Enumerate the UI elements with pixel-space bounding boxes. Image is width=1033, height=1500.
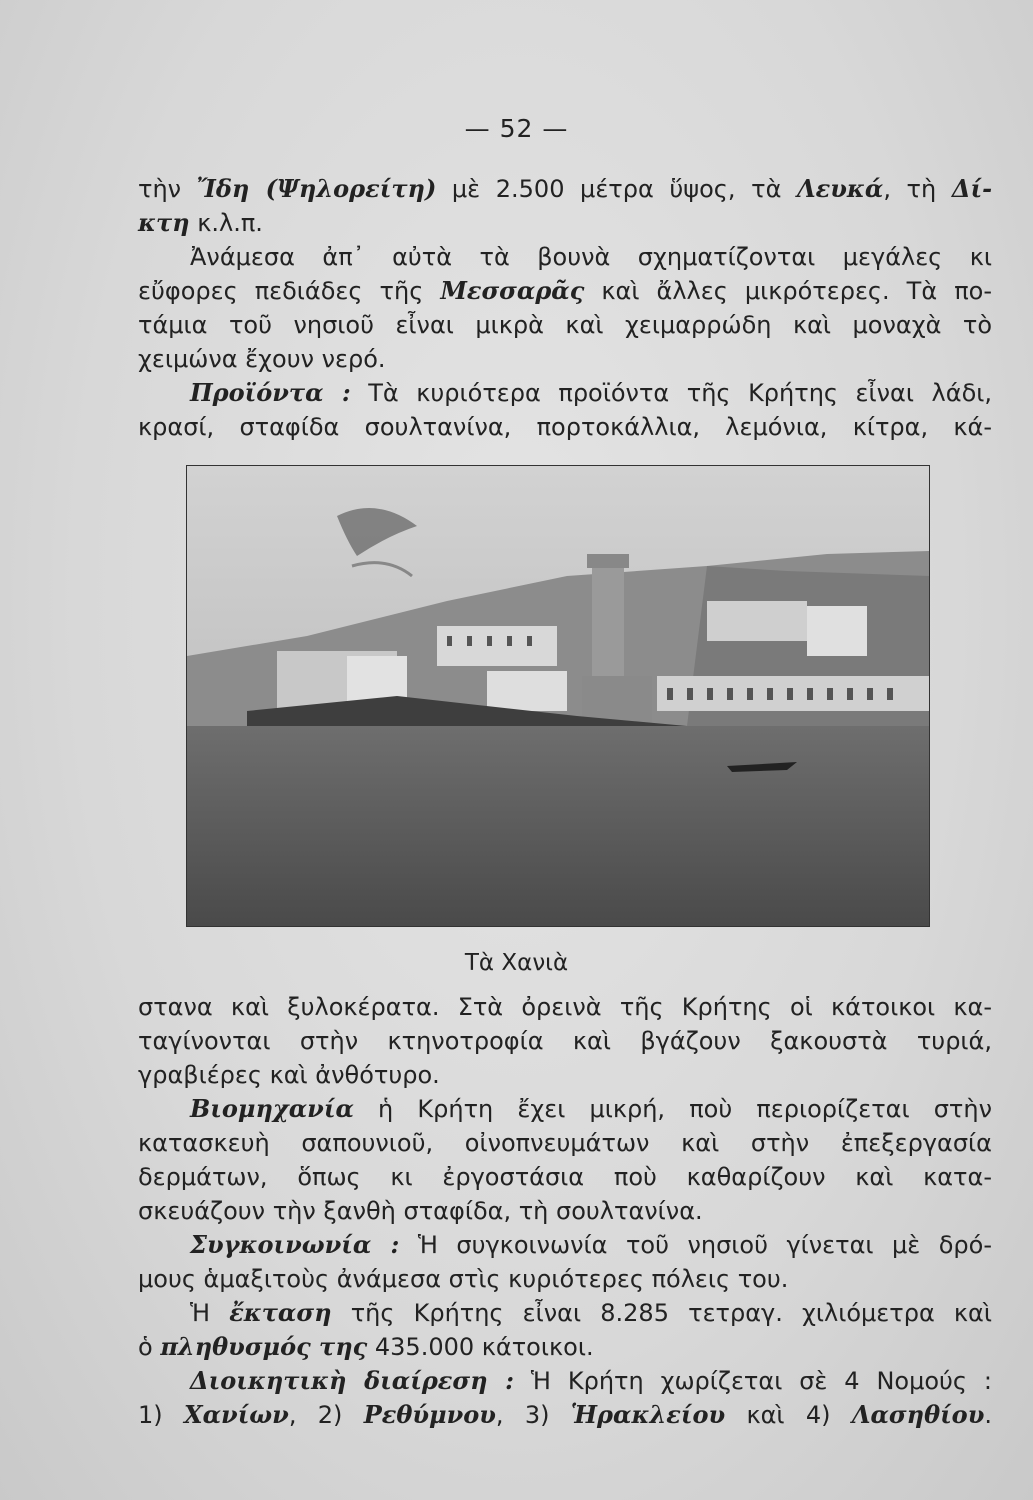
text-line: [138, 1194, 992, 1228]
text-run: Ἡ: [190, 1299, 230, 1327]
text-block-bottom: [138, 990, 992, 1432]
harbor-photo: [186, 465, 930, 927]
text-line: [138, 1364, 992, 1398]
text-run: ἡ Κρήτη ἔχει μικρή, ποὺ περιορίζεται στὴν: [353, 1095, 992, 1123]
text-run: τὴν: [138, 175, 197, 203]
text-line: [138, 1228, 992, 1262]
paragraph: [138, 990, 992, 1092]
text-run: μὲ 2.500 μέτρα ὕψος, τὰ: [436, 175, 797, 203]
text-line: [138, 1126, 992, 1160]
text-line: [138, 342, 992, 376]
text-run: , τὴ: [883, 175, 952, 203]
text-block-top: [138, 172, 992, 444]
emphasized-term: Λασηθίου: [851, 1400, 985, 1429]
paragraph: [138, 1364, 992, 1432]
text-line: [138, 1398, 992, 1432]
text-run: τῆς Κρήτης εἶναι 8.285 τετραγ. χιλιόμετρα καὶ: [331, 1299, 992, 1327]
text-line: [138, 206, 992, 240]
emphasized-term: Χανίων: [183, 1400, 289, 1429]
emphasized-term: Μεσσαρᾶς: [440, 276, 585, 305]
text-line: [138, 376, 992, 410]
emphasized-term: Βιομηχανία: [190, 1094, 354, 1123]
text-run: γραβιέρες καὶ ἀνθότυρο.: [138, 1061, 440, 1089]
emphasized-term: Ρεθύμνου: [363, 1400, 496, 1429]
text-line: [138, 1262, 992, 1296]
emphasized-term: Ἴδη (Ψηλορείτη): [196, 174, 437, 203]
text-run: τάμια τοῦ νησιοῦ εἶναι μικρὰ καὶ χειμαρρώδη καὶ μοναχὰ τὸ: [138, 311, 992, 339]
emphasized-term: πληθυσμός της: [160, 1332, 368, 1361]
emphasized-term: Προϊόντα :: [190, 378, 351, 407]
text-run: μους ἁμαξιτοὺς ἀνάμεσα στὶς κυριότερες πόλεις του.: [138, 1265, 789, 1293]
text-line: [138, 1160, 992, 1194]
paragraph: [138, 1228, 992, 1296]
text-line: [138, 240, 992, 274]
text-line: [138, 990, 992, 1024]
paragraph: [138, 376, 992, 444]
text-run: σκευάζουν τὴν ξανθὴ σταφίδα, τὴ σουλτανίνα.: [138, 1197, 703, 1225]
photo-caption: Τὰ Χανιὰ: [464, 950, 569, 976]
text-run: 1): [138, 1401, 184, 1429]
text-line: [138, 274, 992, 308]
text-run: Τὰ κυριότερα προϊόντα τῆς Κρήτης εἶναι λάδι,: [350, 379, 993, 407]
text-run: καὶ 4): [725, 1401, 852, 1429]
emphasized-term: ἔκταση: [229, 1298, 332, 1327]
text-run: κατασκευὴ σαπουνιοῦ, οἰνοπνευμάτων καὶ στὴν ἐπεξεργασία: [138, 1129, 992, 1157]
text-run: , 2): [288, 1401, 364, 1429]
text-run: .: [984, 1401, 992, 1429]
text-run: ταγίνονται στὴν κτηνοτροφία καὶ βγάζουν ξακουστὰ τυριά,: [138, 1027, 992, 1055]
text-line: [138, 1296, 992, 1330]
paragraph: [138, 1296, 992, 1364]
text-run: κ.λ.π.: [189, 209, 263, 237]
emphasized-term: Διοικητικὴ διαίρεση :: [190, 1366, 514, 1395]
emphasized-term: Δί-: [951, 174, 993, 203]
text-line: [138, 1092, 992, 1126]
text-run: , 3): [495, 1401, 571, 1429]
text-line: [138, 308, 992, 342]
text-run: Ἡ Κρήτη χωρίζεται σὲ 4 Νομούς :: [514, 1367, 992, 1395]
paragraph: [138, 1092, 992, 1228]
text-run: κρασί, σταφίδα σουλτανίνα, πορτοκάλλια, λεμόνια, κίτρα, κά-: [138, 413, 992, 441]
text-run: χειμώνα ἔχουν νερό.: [138, 345, 386, 373]
text-line: [138, 410, 992, 444]
text-run: Ἀνάμεσα ἀπ᾽ αὐτὰ τὰ βουνὰ σχηματίζονται μεγάλες κι: [190, 243, 992, 271]
text-run: στανα καὶ ξυλοκέρατα. Στὰ ὀρεινὰ τῆς Κρήτης οἱ κάτοικοι κα-: [138, 993, 992, 1021]
text-line: [138, 172, 992, 206]
paragraph: [138, 240, 992, 376]
chania-harbor-illustration: [187, 466, 929, 926]
text-run: καὶ ἄλλες μικρότερες. Τὰ πο-: [584, 277, 992, 305]
text-run: εὔφορες πεδιάδες τῆς: [138, 277, 441, 305]
text-run: Ἡ συγκοινωνία τοῦ νησιοῦ γίνεται μὲ δρό-: [399, 1231, 992, 1259]
paragraph: [138, 172, 992, 240]
emphasized-term: Ἡρακλείου: [570, 1400, 726, 1429]
page-number: — 52 —: [464, 114, 569, 143]
text-run: ὁ: [138, 1333, 161, 1361]
text-run: δερμάτων, ὅπως κι ἐργοστάσια ποὺ καθαρίζουν καὶ κατα-: [138, 1163, 992, 1191]
text-line: [138, 1330, 992, 1364]
emphasized-term: κτη: [138, 208, 190, 237]
emphasized-term: Συγκοινωνία :: [190, 1230, 400, 1259]
text-run: 435.000 κάτοικοι.: [367, 1333, 594, 1361]
text-line: [138, 1024, 992, 1058]
emphasized-term: Λευκά: [797, 174, 884, 203]
text-line: [138, 1058, 992, 1092]
